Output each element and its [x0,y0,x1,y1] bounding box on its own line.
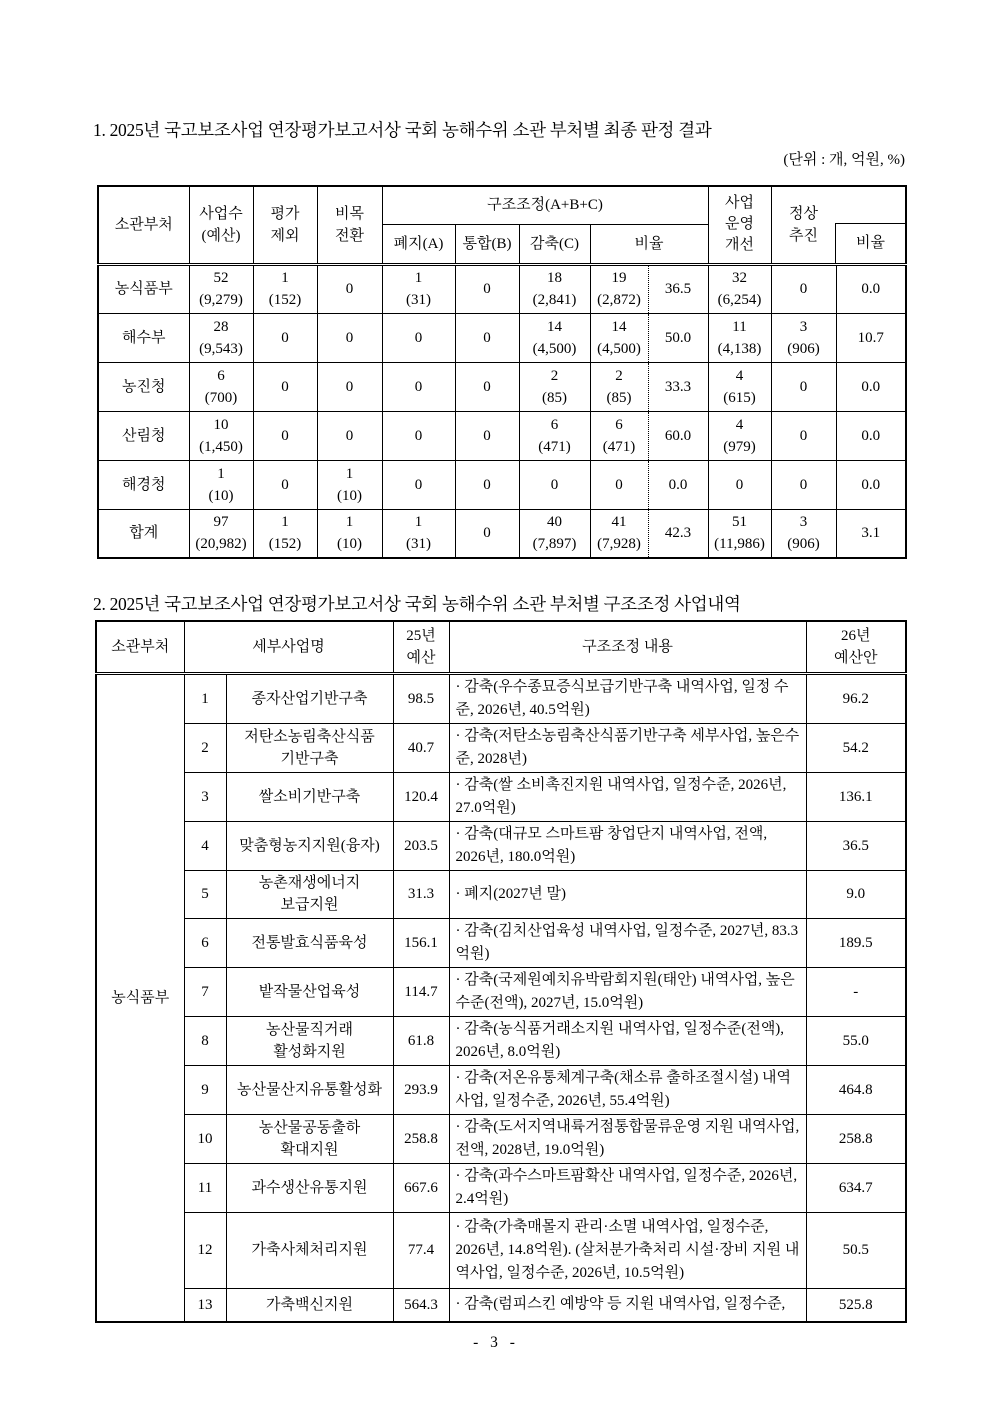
value-cell: 6 (700) [189,362,253,411]
value-cell: 0.0 [836,460,906,509]
program-name-cell: 맞춤형농지지원(융자) [226,821,393,870]
value-cell: 0 [771,460,836,509]
unit-note: (단위 : 개, 억원, %) [783,152,905,168]
label: 예산안 [834,649,878,666]
row-number-cell: 5 [184,870,226,918]
label: 비목 [335,205,364,222]
summary-row [98,362,906,411]
program-name-cell: 쌀소비기반구축 [226,772,393,821]
restructure-content-cell: · 감축(농식품거래소지원 내역사업, 일정수준(전액), 2026년, 8.0억원) [449,1016,806,1065]
summary-row [98,411,906,460]
value-cell: 0 [317,411,382,460]
label: 평가 [270,205,300,222]
row-number-cell: 3 [184,772,226,821]
label: 통합(B) [462,235,512,252]
agency-cell: 농식품부 [98,264,189,313]
program-name-cell: 저탄소농림축산식품 기반구축 [226,723,393,772]
program-name-cell: 농산물공동출하 확대지원 [226,1114,393,1163]
value-cell: 0 [382,411,455,460]
budget-2025-cell: 98.5 [393,673,449,723]
value-cell: 6 (471) [519,411,590,460]
restructure-content-cell: · 감축(도서지역내륙거점통합물류운영 지원 내역사업, 전액, 2028년, 19.0억원) [449,1114,806,1163]
restructure-content-cell: · 감축(국제원예치유박람회지원(태안) 내역사업, 높은 수준(전액), 2027년, 15.0억원) [449,967,806,1016]
budget-2025-cell: 61.8 [393,1016,449,1065]
col-header-business-count [189,186,253,264]
budget-2026-cell: 50.5 [806,1212,906,1288]
budget-2026-cell: 189.5 [806,918,906,967]
row-number-cell: 8 [184,1016,226,1065]
value-cell: 36.5 [648,264,708,313]
value-cell: 6 (471) [590,411,648,460]
agency-cell: 해수부 [98,313,189,362]
value-cell: 41 (7,928) [590,509,648,558]
value-cell: 3.1 [836,509,906,558]
label: 제외 [270,227,300,244]
summary-header-row-1 [98,186,906,224]
detail-row [96,1212,906,1288]
section2-title: 2. 2025년 국고보조사업 연장평가보고서상 국회 농해수위 소관 부처별 구조조정 사업내역 [93,594,741,614]
value-cell: 18 (2,841) [519,264,590,313]
label: 전환 [335,227,364,244]
budget-2026-cell: 634.7 [806,1163,906,1212]
detail-row [96,772,906,821]
detail-row [96,821,906,870]
value-cell: 19 (2,872) [590,264,648,313]
value-cell: 10 (1,450) [189,411,253,460]
budget-2025-cell: 77.4 [393,1212,449,1288]
restructure-content-cell: · 감축(저온유통체계구축(채소류 출하조절시설) 내역사업, 일정수준, 2026년, 55.4억원) [449,1065,806,1114]
value-cell: 97 (20,982) [189,509,253,558]
col-header-eval-excluded [253,186,317,264]
value-cell: 0 [519,460,590,509]
value-cell: 0 [771,362,836,411]
value-cell: 60.0 [648,411,708,460]
budget-2025-cell: 114.7 [393,967,449,1016]
budget-2026-cell: 464.8 [806,1065,906,1114]
row-number-cell: 9 [184,1065,226,1114]
detail-header-row [96,621,906,673]
value-cell: 52 (9,279) [189,264,253,313]
restructure-content-cell: · 감축(대규모 스마트팜 창업단지 내역사업, 전액, 2026년, 180.0억원) [449,821,806,870]
col-header-agency-label: 소관부처 [114,216,173,233]
value-cell: 0 [317,264,382,313]
label: 운영 [725,216,754,233]
value-cell: 0 [317,313,382,362]
agency-cell: 농진청 [98,362,189,411]
row-number-cell: 1 [184,673,226,723]
row-number-cell: 10 [184,1114,226,1163]
program-name-cell: 농촌재생에너지 보급지원 [226,870,393,918]
restructure-content-cell: · 감축(과수스마트팜확산 내역사업, 일정수준, 2026년, 2.4억원) [449,1163,806,1212]
budget-2026-cell: 55.0 [806,1016,906,1065]
label: 개선 [725,237,754,254]
col-header-normal-proceed-label [772,187,836,263]
col-header-agency [96,621,184,673]
value-cell: 0 [590,460,648,509]
detail-row [96,967,906,1016]
value-cell: 0 [253,460,317,509]
row-number-cell: 13 [184,1288,226,1322]
restructure-content-cell: · 감축(우수종묘증식보급기반구축 내역사업, 일정 수준, 2026년, 40.5억원) [449,673,806,723]
detail-row [96,918,906,967]
agency-cell: 합계 [98,509,189,558]
value-cell: 0 [253,411,317,460]
value-cell: 0 [253,362,317,411]
label: 소관부처 [111,638,170,655]
value-cell: 40 (7,897) [519,509,590,558]
label: 구조조정 내용 [582,638,673,655]
label: 비율 [856,235,885,251]
row-number-cell: 11 [184,1163,226,1212]
label: 예산 [406,649,436,666]
program-name-cell: 밭작물산업육성 [226,967,393,1016]
value-cell: 50.0 [648,313,708,362]
budget-2026-cell: 136.1 [806,772,906,821]
label: 사업 [725,195,754,212]
value-cell: 0 [455,264,519,313]
section1-title: 1. 2025년 국고보조사업 연장평가보고서상 국회 농해수위 소관 부처별 최종 판정 결과 [93,120,712,140]
value-cell: 14 (4,500) [519,313,590,362]
col-header-budget-2025 [393,621,449,673]
detail-row [96,1288,906,1322]
col-header-restructure-content [449,621,806,673]
col-header-budget-2026 [806,621,906,673]
value-cell: 1 (152) [253,509,317,558]
budget-2026-cell: 96.2 [806,673,906,723]
label: 25년 [406,627,436,644]
value-cell: 0 [771,264,836,313]
label: 세부사업명 [252,638,325,655]
restructure-content-cell: · 감축(가축매몰지 관리·소멸 내역사업, 일정수준, 2026년, 14.8억원). (살처분가축처리 시설·장비 지원 내역사업, 일정수준, 2026년, 10.5억원) [449,1212,806,1288]
summary-row [98,264,906,313]
summary-row [98,509,906,558]
value-cell: 42.3 [648,509,708,558]
budget-2026-cell: 258.8 [806,1114,906,1163]
budget-2026-cell: 54.2 [806,723,906,772]
value-cell: 3 (906) [771,313,836,362]
budget-2025-cell: 156.1 [393,918,449,967]
value-cell: 0 [455,411,519,460]
budget-2025-cell: 293.9 [393,1065,449,1114]
detail-row [96,1163,906,1212]
agency-group-cell: 농식품부 [96,673,184,1322]
budget-2025-cell: 667.6 [393,1163,449,1212]
label: 폐지(A) [393,235,444,252]
col-header-restructure-group [382,186,708,224]
value-cell: 0 [382,313,455,362]
detail-row [96,1114,906,1163]
value-cell: 1 (10) [317,460,382,509]
value-cell: 0.0 [648,460,708,509]
value-cell: 0 [382,362,455,411]
label: 비율 [634,235,664,252]
value-cell: 0 [708,460,771,509]
col-header-program-name [184,621,393,673]
detail-row [96,870,906,918]
value-cell: 28 (9,543) [189,313,253,362]
program-name-cell: 가축사체처리지원 [226,1212,393,1288]
value-cell: 0 [455,460,519,509]
col-header-merge [455,224,519,264]
program-name-cell: 농산물산지유통활성화 [226,1065,393,1114]
value-cell: 0 [455,313,519,362]
col-header-ratio [590,224,708,264]
row-number-cell: 6 [184,918,226,967]
row-number-cell: 12 [184,1212,226,1288]
col-header-item-conversion [317,186,382,264]
value-cell: 51 (11,986) [708,509,771,558]
value-cell: 14 (4,500) [590,313,648,362]
value-cell: 1 (10) [317,509,382,558]
program-name-cell: 농산물직거래 활성화지원 [226,1016,393,1065]
summary-row [98,460,906,509]
label: 정상 [789,205,818,222]
col-header-normal-proceed [771,186,906,264]
page-number: - 3 - [473,1334,519,1351]
value-cell: 2 (85) [519,362,590,411]
row-number-cell: 4 [184,821,226,870]
budget-2025-cell: 40.7 [393,723,449,772]
value-cell: 0 [455,509,519,558]
detail-row [96,1016,906,1065]
budget-2026-cell: - [806,967,906,1016]
value-cell: 2 (85) [590,362,648,411]
restructure-content-cell: · 감축(김치산업육성 내역사업, 일정수준, 2027년, 83.3억원) [449,918,806,967]
value-cell: 32 (6,254) [708,264,771,313]
label: 구조조정(A+B+C) [487,197,603,214]
restructure-content-cell: · 감축(럼피스킨 예방약 등 지원 내역사업, 일정수준, [449,1288,806,1322]
summary-row [98,313,906,362]
label: 감축(C) [530,235,579,252]
label: 26년 [841,627,871,644]
col-header-abolish [382,224,455,264]
row-number-cell: 2 [184,723,226,772]
label: 추진 [789,227,818,244]
summary-table [97,185,907,559]
value-cell: 0 [382,460,455,509]
col-header-agency [98,186,189,264]
value-cell: 0.0 [836,411,906,460]
budget-2025-cell: 258.8 [393,1114,449,1163]
row-number-cell: 7 [184,967,226,1016]
value-cell: 4 (979) [708,411,771,460]
value-cell: 0 [771,411,836,460]
value-cell: 1 (31) [382,509,455,558]
restructure-content-cell: · 감축(저탄소농림축산식품기반구축 세부사업, 높은수준, 2028년) [449,723,806,772]
label: (예산) [201,227,241,244]
col-header-normal-ratio [835,223,905,263]
budget-2025-cell: 564.3 [393,1288,449,1322]
value-cell: 10.7 [836,313,906,362]
budget-2026-cell: 9.0 [806,870,906,918]
restructure-content-cell: · 폐지(2027년 말) [449,870,806,918]
value-cell: 0.0 [836,264,906,313]
value-cell: 0 [455,362,519,411]
value-cell: 3 (906) [771,509,836,558]
budget-2026-cell: 36.5 [806,821,906,870]
budget-2025-cell: 31.3 [393,870,449,918]
value-cell: 1 (31) [382,264,455,313]
program-name-cell: 가축백신지원 [226,1288,393,1322]
value-cell: 0 [317,362,382,411]
program-name-cell: 전통발효식품육성 [226,918,393,967]
col-header-reduce [519,224,590,264]
detail-row [96,673,906,723]
value-cell: 0 [253,313,317,362]
value-cell: 11 (4,138) [708,313,771,362]
label: 사업수 [199,205,243,222]
value-cell: 1 (10) [189,460,253,509]
restructure-content-cell: · 감축(쌀 소비촉진지원 내역사업, 일정수준, 2026년, 27.0억원) [449,772,806,821]
budget-2026-cell: 525.8 [806,1288,906,1322]
detail-table [95,620,907,1323]
value-cell: 0.0 [836,362,906,411]
budget-2025-cell: 203.5 [393,821,449,870]
detail-row [96,1065,906,1114]
budget-2025-cell: 120.4 [393,772,449,821]
program-name-cell: 종자산업기반구축 [226,673,393,723]
value-cell: 4 (615) [708,362,771,411]
value-cell: 33.3 [648,362,708,411]
agency-cell: 해경청 [98,460,189,509]
col-header-operation-improve [708,186,771,264]
agency-cell: 산림청 [98,411,189,460]
detail-row [96,723,906,772]
program-name-cell: 과수생산유통지원 [226,1163,393,1212]
value-cell: 1 (152) [253,264,317,313]
